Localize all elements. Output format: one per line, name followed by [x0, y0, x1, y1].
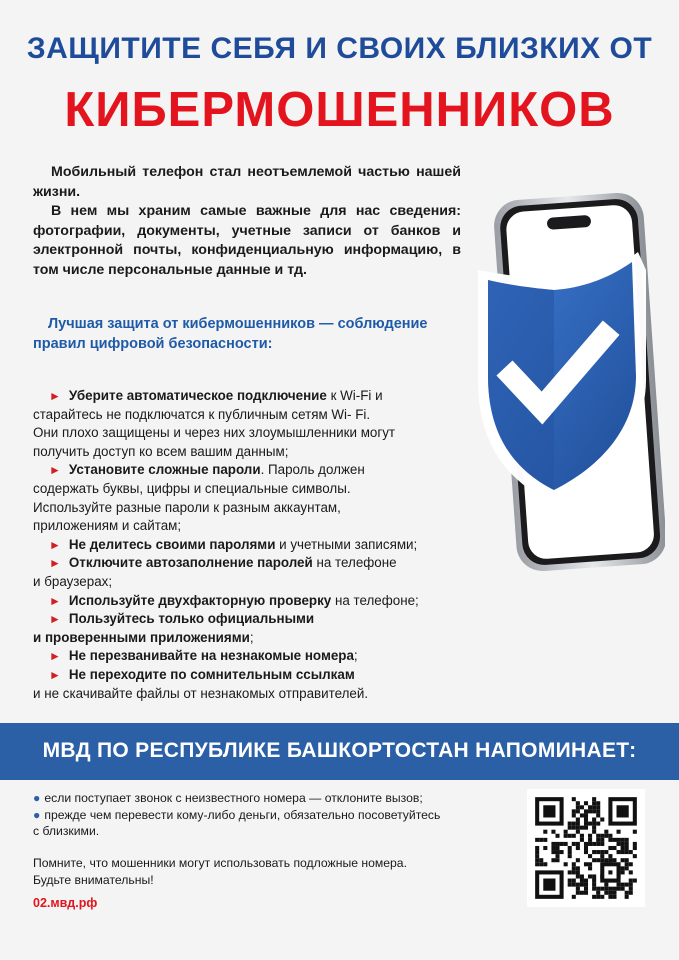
warning-text: [33, 855, 513, 888]
list-item: [33, 807, 513, 824]
rule-line: приложениям и сайтам;: [33, 518, 182, 534]
list-item: [33, 592, 473, 611]
intro-paragraph-1: Мобильный телефон стал неотъемлемой частью нашей жизни.: [33, 164, 461, 200]
warning-line-2: Будьте внимательны!: [33, 872, 154, 887]
rule-line: старайтесь не подключатся к публичным сетям Wi- Fi.: [33, 406, 371, 422]
triangle-right-icon: ►: [49, 537, 61, 552]
triangle-right-icon: ►: [49, 593, 61, 608]
rule-bold: Отключите автозаполнение паролей: [68, 555, 313, 571]
triangle-right-icon: ►: [49, 667, 61, 682]
website-link[interactable]: 02.мвд.рф: [33, 896, 98, 910]
rules-list: [33, 387, 473, 703]
rule-text: ;: [353, 648, 358, 664]
rule-text: ;: [249, 629, 254, 645]
triangle-right-icon: ►: [49, 649, 61, 664]
title-line-1: ЗАЩИТИТЕ СЕБЯ И СВОИХ БЛИЗКИХ ОТ: [26, 32, 653, 65]
list-item: [33, 647, 473, 666]
rule-bold: Установите сложные пароли: [68, 462, 261, 478]
rule-bold: Используйте двухфакторную проверку: [68, 592, 332, 608]
list-item: [33, 461, 473, 480]
list-item: [33, 536, 473, 555]
list-item: [33, 554, 473, 573]
rule-line: Используйте разные пароли к разным аккаунтам,: [33, 499, 341, 515]
rule-line: Они плохо защищены и через них злоумышленники могут: [33, 425, 396, 441]
rule-bold: Не перезванивайте на незнакомые номера: [68, 648, 354, 664]
rule-bold: Не переходите по сомнительным ссылкам: [68, 666, 355, 682]
smartphone-icon: [470, 190, 665, 580]
list-item: [33, 666, 473, 685]
triangle-right-icon: ►: [49, 556, 61, 571]
warning-line-1: Помните, что мошенники могут использовать подложные номера.: [33, 856, 407, 870]
rule-text: . Пароль должен: [260, 462, 365, 478]
bullet-icon: ●: [33, 791, 41, 805]
intro-text: [33, 163, 461, 280]
notes-list: [33, 790, 513, 840]
rule-bold: Пользуйтесь только официальными: [68, 611, 315, 627]
rule-text: на телефоне: [312, 555, 397, 571]
triangle-right-icon: ►: [49, 389, 61, 403]
rule-line: и не скачивайте файлы от незнакомых отправителей.: [33, 685, 369, 701]
bullet-icon: ●: [33, 807, 41, 822]
rule-bold: Уберите автоматическое подключение: [68, 388, 327, 403]
rule-bold: Не делитесь своими паролями: [68, 536, 276, 552]
rule-line: получить доступ ко всем вашим данным;: [33, 443, 289, 459]
qr-code-graphic: [527, 789, 645, 907]
list-item: [33, 790, 513, 807]
rule-bold: и проверенными приложениями: [33, 629, 250, 645]
triangle-right-icon: ►: [49, 612, 61, 627]
qr-code-icon[interactable]: [527, 789, 645, 907]
title-line-2: КИБЕРМОШЕННИКОВ: [64, 83, 615, 137]
triangle-right-icon: ►: [49, 463, 61, 478]
rule-text: и учетными записями;: [275, 536, 418, 552]
list-item: [33, 610, 473, 629]
rule-line: и браузерах;: [33, 573, 113, 589]
rule-line: содержать буквы, цифры и специальные символы.: [33, 480, 351, 496]
list-item: [33, 387, 473, 406]
rule-line: [33, 629, 473, 648]
rule-text: на телефоне;: [331, 592, 419, 608]
rule-text: к Wi-Fi и: [326, 388, 383, 403]
note-line: с близкими.: [33, 824, 100, 838]
note-text: прежде чем перевести кому-либо деньги, обязательно посоветуйтесь: [44, 807, 441, 822]
lead-text: Лучшая защита от кибермошенников — соблюдение правил цифровой безопасности:: [33, 316, 428, 352]
note-text: если поступает звонок с неизвестного номера — отклоните вызов;: [44, 791, 423, 805]
intro-paragraph-2: В нем мы храним самые важные для нас сведения: фотографии, документы, учетные записи от банков и электронной почты, конфиденциальную информацию, в том числе персональные данные и тд.: [33, 203, 461, 278]
banner-title: МВД ПО РЕСПУБЛИКЕ БАШКОРТОСТАН НАПОМИНАЕТ:: [42, 739, 637, 762]
